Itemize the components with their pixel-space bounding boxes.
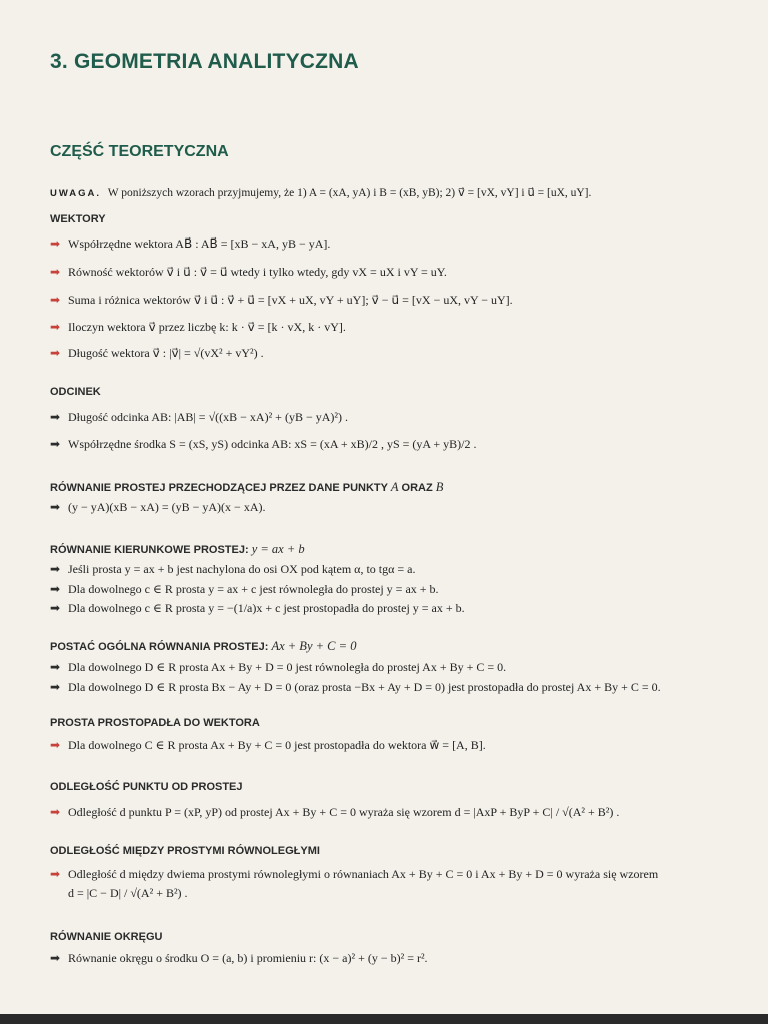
note-text: W poniższych wzorach przyjmujemy, że 1) A = (xA, yA) i B = (xB, yB); 2) v⃗ = [vX, vY] i u⃗ = [uX, uY]. bbox=[107, 187, 592, 199]
right-arrow-icon: ➡ bbox=[50, 738, 61, 752]
list-item: ➡ Iloczyn wektora v⃗ przez liczbę k: k · v⃗ = [k · vX, k · vY]. bbox=[50, 320, 346, 334]
section-heading-line-two-points: RÓWNANIE PROSTEJ PRZECHODZĄCEJ PRZEZ DANE PUNKTY A ORAZ B bbox=[50, 480, 444, 494]
formula-continuation: d = |C − D| / √(A² + B²) . bbox=[68, 886, 188, 900]
right-arrow-icon: ➡ bbox=[50, 346, 61, 360]
section-heading-parallel-lines-distance: ODLEGŁOŚĆ MIĘDZY PROSTYMI RÓWNOLEGŁYMI bbox=[50, 845, 320, 857]
right-arrow-icon: ➡ bbox=[50, 660, 61, 674]
right-arrow-icon: ➡ bbox=[50, 237, 61, 251]
right-arrow-icon: ➡ bbox=[50, 562, 61, 576]
list-item: ➡ Długość odcinka AB: |AB| = √((xB − xA)² + (yB − yA)²) . bbox=[50, 410, 348, 424]
right-arrow-icon: ➡ bbox=[50, 867, 61, 881]
right-arrow-icon: ➡ bbox=[50, 293, 61, 307]
right-arrow-icon: ➡ bbox=[50, 320, 61, 334]
right-arrow-icon: ➡ bbox=[50, 680, 61, 694]
list-item: ➡ Równość wektorów v⃗ i u⃗ : v⃗ = u⃗ wtedy i tylko wtedy, gdy vX = uX i vY = uY. bbox=[50, 265, 447, 279]
list-item: ➡ Jeśli prosta y = ax + b jest nachylona do osi OX pod kątem α, to tgα = a. bbox=[50, 562, 416, 576]
section-heading-slope-form: RÓWNANIE KIERUNKOWE PROSTEJ: y = ax + b bbox=[50, 542, 305, 556]
list-item: ➡ Dla dowolnego D ∈ R prosta Bx − Ay + D = 0 (oraz prosta −Bx + Ay + D = 0) jest prostopadła do prostej Ax + By + C = 0. bbox=[50, 680, 661, 694]
right-arrow-icon: ➡ bbox=[50, 410, 61, 424]
note-label: UWAGA. bbox=[50, 188, 102, 199]
list-item: ➡ Równanie okręgu o środku O = (a, b) i promieniu r: (x − a)² + (y − b)² = r². bbox=[50, 951, 428, 965]
section-heading-vectors: WEKTORY bbox=[50, 213, 106, 225]
list-item: ➡ Dla dowolnego c ∈ R prosta y = ax + c jest równoległa do prostej y = ax + b. bbox=[50, 582, 439, 596]
page-bottom-edge bbox=[0, 1014, 768, 1024]
list-item: ➡ Dla dowolnego D ∈ R prosta Ax + By + D = 0 jest równoległa do prostej Ax + By + C = 0. bbox=[50, 660, 507, 674]
note bbox=[50, 185, 591, 199]
section-heading-point-line-distance: ODLEGŁOŚĆ PUNKTU OD PROSTEJ bbox=[50, 781, 243, 793]
list-item: ➡ Współrzędne środka S = (xS, yS) odcinka AB: xS = (xA + xB)/2 , yS = (yA + yB)/2 . bbox=[50, 437, 477, 451]
list-item: ➡ Odległość d punktu P = (xP, yP) od prostej Ax + By + C = 0 wyraża się wzorem d = |AxP + ByP + C| / √(A² + B²) . bbox=[50, 805, 620, 819]
list-item: ➡ Dla dowolnego C ∈ R prosta Ax + By + C = 0 jest prostopadła do wektora w⃗ = [A, B]. bbox=[50, 738, 486, 752]
part-title: CZĘŚĆ TEORETYCZNA bbox=[50, 143, 229, 160]
right-arrow-icon: ➡ bbox=[50, 805, 61, 819]
list-item: ➡ Dla dowolnego c ∈ R prosta y = −(1/a)x + c jest prostopadła do prostej y = ax + b. bbox=[50, 601, 465, 615]
section-heading-circle: RÓWNANIE OKRĘGU bbox=[50, 931, 163, 943]
right-arrow-icon: ➡ bbox=[50, 582, 61, 596]
list-item: ➡ Odległość d między dwiema prostymi równoległymi o równaniach Ax + By + C = 0 i Ax + By + D = 0 wyraża się wzorem bbox=[50, 867, 659, 881]
right-arrow-icon: ➡ bbox=[50, 601, 61, 615]
section-heading-segment: ODCINEK bbox=[50, 386, 101, 398]
list-item: ➡ (y − yA)(xB − xA) = (yB − yA)(x − xA). bbox=[50, 500, 266, 514]
list-item: ➡ Współrzędne wektora AB⃗ : AB⃗ = [xB − xA, yB − yA]. bbox=[50, 237, 331, 251]
right-arrow-icon: ➡ bbox=[50, 265, 61, 279]
right-arrow-icon: ➡ bbox=[50, 500, 61, 514]
section-heading-general-form: POSTAĆ OGÓLNA RÓWNANIA PROSTEJ: Ax + By + C = 0 bbox=[50, 639, 357, 653]
chapter-title: 3. GEOMETRIA ANALITYCZNA bbox=[50, 50, 359, 73]
right-arrow-icon: ➡ bbox=[50, 951, 61, 965]
section-heading-perpendicular-vector: PROSTA PROSTOPADŁA DO WEKTORA bbox=[50, 717, 260, 729]
list-item: ➡ Długość wektora v⃗ : |v⃗| = √(vX² + vY²) . bbox=[50, 346, 264, 360]
list-item: ➡ Suma i różnica wektorów v⃗ i u⃗ : v⃗ + u⃗ = [vX + uX, vY + uY]; v⃗ − u⃗ = [vX − uX, vY − uY]. bbox=[50, 293, 513, 307]
right-arrow-icon: ➡ bbox=[50, 437, 61, 451]
